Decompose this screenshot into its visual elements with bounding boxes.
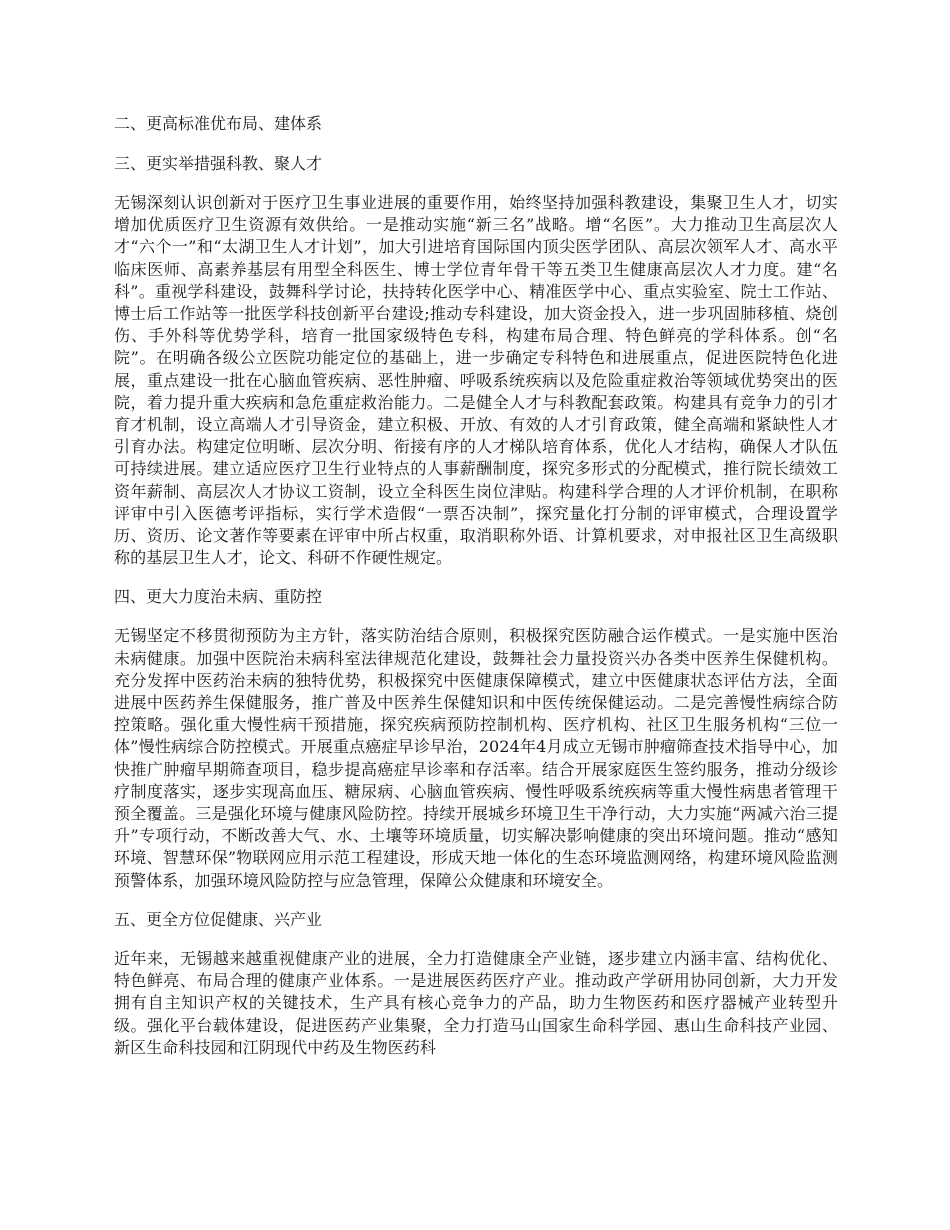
document-body <box>114 112 838 1075</box>
section-paragraph-3: 无锡深刻认识创新对于医疗卫生事业进展的重要作用，始终坚持加强科教建设，集聚卫生人才，切实增加优质医疗卫生资源有效供给。一是推动实施“新三名”战略。增“名医”。大力推动卫生高层次人才“六个一”和“太湖卫生人才计划”，加大引进培育国际国内顶尖医学团队、高层次领军人才、高水平临床医师、高素养基层有用型全科医生、博士学位青年骨干等五类卫生健康高层次人才力度。建“名科”。重视学科建设，鼓舞科学讨论，扶持转化医学中心、精准医学中心、重点实验室、院士工作站、博士后工作站等一批医学科技创新平台建设;推动专科建设，加大资金投入，进一步巩固肺移植、烧创伤、手外科等优势学科，培育一批国家级特色专科，构建布局合理、特色鲜亮的学科体系。创“名院”。在明确各级公立医院功能定位的基础上，进一步确定专科特色和进展重点，促进医院特色化进展，重点建设一批在心脑血管疾病、恶性肿瘤、呼吸系统疾病以及危险重症救治等领域优势突出的医院，着力提升重大疾病和急危重症救治能力。二是健全人才与科教配套政策。构建具有竞争力的引才育才机制，设立高端人才引导资金，建立积极、开放、有效的人才引育政策，健全高端和紧缺性人才引育办法。构建定位明晰、层次分明、衔接有序的人才梯队培育体系，优化人才结构，确保人才队伍可持续进展。建立适应医疗卫生行业特点的人事薪酬制度，探究多形式的分配模式，推行院长绩效工资年薪制、高层次人才协议工资制，设立全科医生岗位津贴。构建科学合理的人才评价机制，在职称评审中引入医德考评指标，实行学术造假“一票否决制”，探究量化打分制的评审模式，合理设置学历、资历、论文著作等要素在评审中所占权重，取消职称外语、计算机要求，对申报社区卫生高级职称的基层卫生人才，论文、科研不作硬性规定。 <box>114 193 838 568</box>
section-heading-3: 三、更实举措强科教、聚人才 <box>114 154 323 173</box>
section-heading-2: 二、更高标准优布局、建体系 <box>114 114 323 133</box>
section-heading-4: 四、更大力度治未病、重防控 <box>114 587 323 607</box>
section-paragraph-5: 近年来，无锡越来越重视健康产业的进展，全力打造健康全产业链，逐步建立内涵丰富、结构优化、特色鲜亮、布局合理的健康产业体系。一是进展医药医疗产业。推动政产学研用协同创新，大力开发拥有自主知识产权的关键技术，生产具有核心竞争力的产品，助力生物医药和医疗器械产业转型升级。强化平台载体建设，促进医药产业集聚，全力打造马山国家生命科学园、惠山生命科技产业园、新区生命科技园和江阴现代中药及生物医药科 <box>114 948 838 1057</box>
section-paragraph-4: 无锡坚定不移贯彻预防为主方针，落实防治结合原则，积极探究医防融合运作模式。一是实施中医治未病健康。加强中医院治未病科室法律规范化建设，鼓舞社会力量投资兴办各类中医养生保健机构。充分发挥中医药治未病的独特优势，积极探究中医健康保障模式，建立中医健康状态评估方法，全面进展中医药养生保健服务，推广普及中医养生保健知识和中医传统保健运动。二是完善慢性病综合防控策略。强化重大慢性病干预措施，探究疾病预防控制机构、医疗机构、社区卫生服务机构“三位一体”慢性病综合防控模式。开展重点癌症早诊早治，2024年4月成立无锡市肿瘤筛查技术指导中心，加快推广肿瘤早期筛查项目，稳步提高癌症早诊率和存活率。结合开展家庭医生签约服务，推动分级诊疗制度落实，逐步实现高血压、糖尿病、心脑血管疾病、慢性呼吸系统疾病等重大慢性病患者管理干预全覆盖。三是强化环境与健康风险防控。持续开展城乡环境卫生干净行动，大力实施“两减六治三提升”专项行动，不断改善大气、水、土壤等环境质量，切实解决影响健康的突出环境问题。推动“感知环境、智慧环保”物联网应用示范工程建设，形成天地一体化的生态环境监测网络，构建环境风险监测预警体系，加强环境风险防控与应急管理，保障公众健康和环境安全。 <box>114 626 838 890</box>
section-heading-5: 五、更全方位促健康、兴产业 <box>114 909 323 929</box>
